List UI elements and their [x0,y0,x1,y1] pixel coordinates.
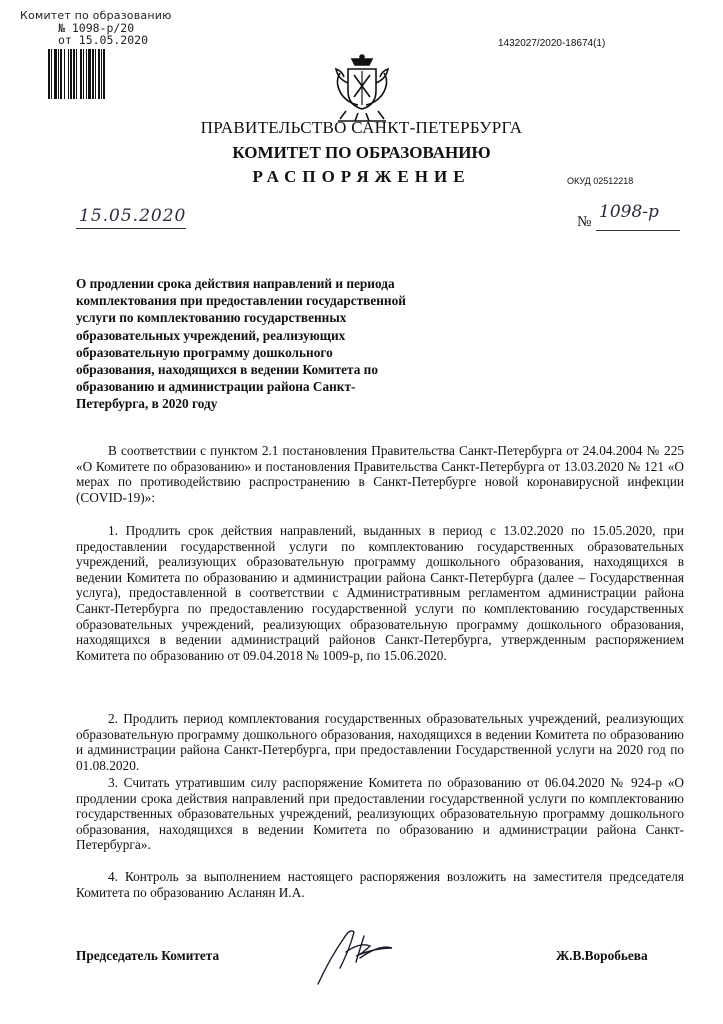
number-label: № [577,214,592,230]
barcode-icon [48,49,134,99]
signatory-position: Председатель Комитета [76,948,220,963]
handwritten-number: 1098-р [599,202,659,222]
clause-1 [76,523,684,663]
spb-coat-of-arms-icon [328,53,396,125]
stamp-date: от 15.05.2020 [58,33,149,47]
signatory-name: Ж.В.Воробьева [556,948,648,963]
document-subject: О продлении срока действия направлений и периода комплектования при предоставлении государственной услуги по комплектованию государственных образовательных учреждений, реализующих образовательную программу дошкольного образования, находящихся в ведении Комитета по образованию и администрации района Санкт-Петербурга, в 2020 году [76,276,406,412]
okud-code: ОКУД 02512218 [567,176,634,186]
date-underline [76,228,186,229]
paragraph-text: 2. Продлить период комплектования государственных образовательных учреждений, реализующих образовательную программу дошкольного образования, находящихся в ведении Комитета по образованию и администрации района Санкт-Петербурга, при предоставлении Государственной услуги на 2020 год по 01.08.2020. [76,711,684,773]
handwritten-signature [300,918,420,988]
clause-4 [76,869,684,900]
handwritten-date: 15.05.2020 [79,206,187,226]
paragraph-text: 4. Контроль за выполнением настоящего распоряжения возложить на заместителя председателя Комитета по образованию Асланян И.А. [76,869,684,900]
stamp-number: № 1098-р/20 [58,21,135,35]
clause-2 [76,711,684,773]
registration-stamp [20,10,180,46]
number-underline [596,230,680,231]
document-type: РАСПОРЯЖЕНИЕ [252,167,471,186]
paragraph-text: 1. Продлить срок действия направлений, выданных в период с 13.02.2020 по 15.05.2020, при предоставлении государственной услуги по комплектованию государственных образовательных учреждений, реализующих образовательную программу дошкольного образования, находящихся в ведении Комитета по образованию и администрации района Санкт-Петербурга (далее – Государственная услуга), предоставленной в соответствии с Административным регламентом администрации района Санкт-Петербурга по предоставлению государственной услуги по комплектованию государственных образовательных учреждений, реализующих образовательную программу дошкольного образования, находящихся в ведении администраций районов Санкт-Петербурга, утвержденным распоряжением Комитета по образованию от 09.04.2018 № 1009-р, по 15.06.2020. [76,523,684,663]
registration-number: 1432027/2020-18674(1) [498,38,606,49]
committee-title: КОМИТЕТ ПО ОБРАЗОВАНИЮ [232,143,491,162]
clause-3 [76,775,684,853]
government-title: ПРАВИТЕЛЬСТВО САНКТ-ПЕТЕРБУРГА [200,118,523,137]
stamp-org: Комитет по образованию [20,9,172,22]
paragraph-text: В соответствии с пунктом 2.1 постановления Правительства Санкт-Петербурга от 24.04.2004 № 225 «О Комитете по образованию» и постановления Правительства Санкт-Петербурга от 13.03.2020 № 121 «О мерах по противодействию распространению в Санкт-Петербурге новой коронавирусной инфекции (COVID-19)»: [76,443,684,505]
preamble-paragraph [76,443,684,505]
barcode-bar [105,49,108,99]
paragraph-text: 3. Считать утратившим силу распоряжение Комитета по образованию от 06.04.2020 № 924-р «О продлении срока действия направлений при предоставлении государственной услуги по комплектованию государственных образовательных учреждений, реализующих образовательную программу дошкольного образования, находящихся в ведении Комитета по образованию и администрации района Санкт-Петербурга». [76,775,684,853]
